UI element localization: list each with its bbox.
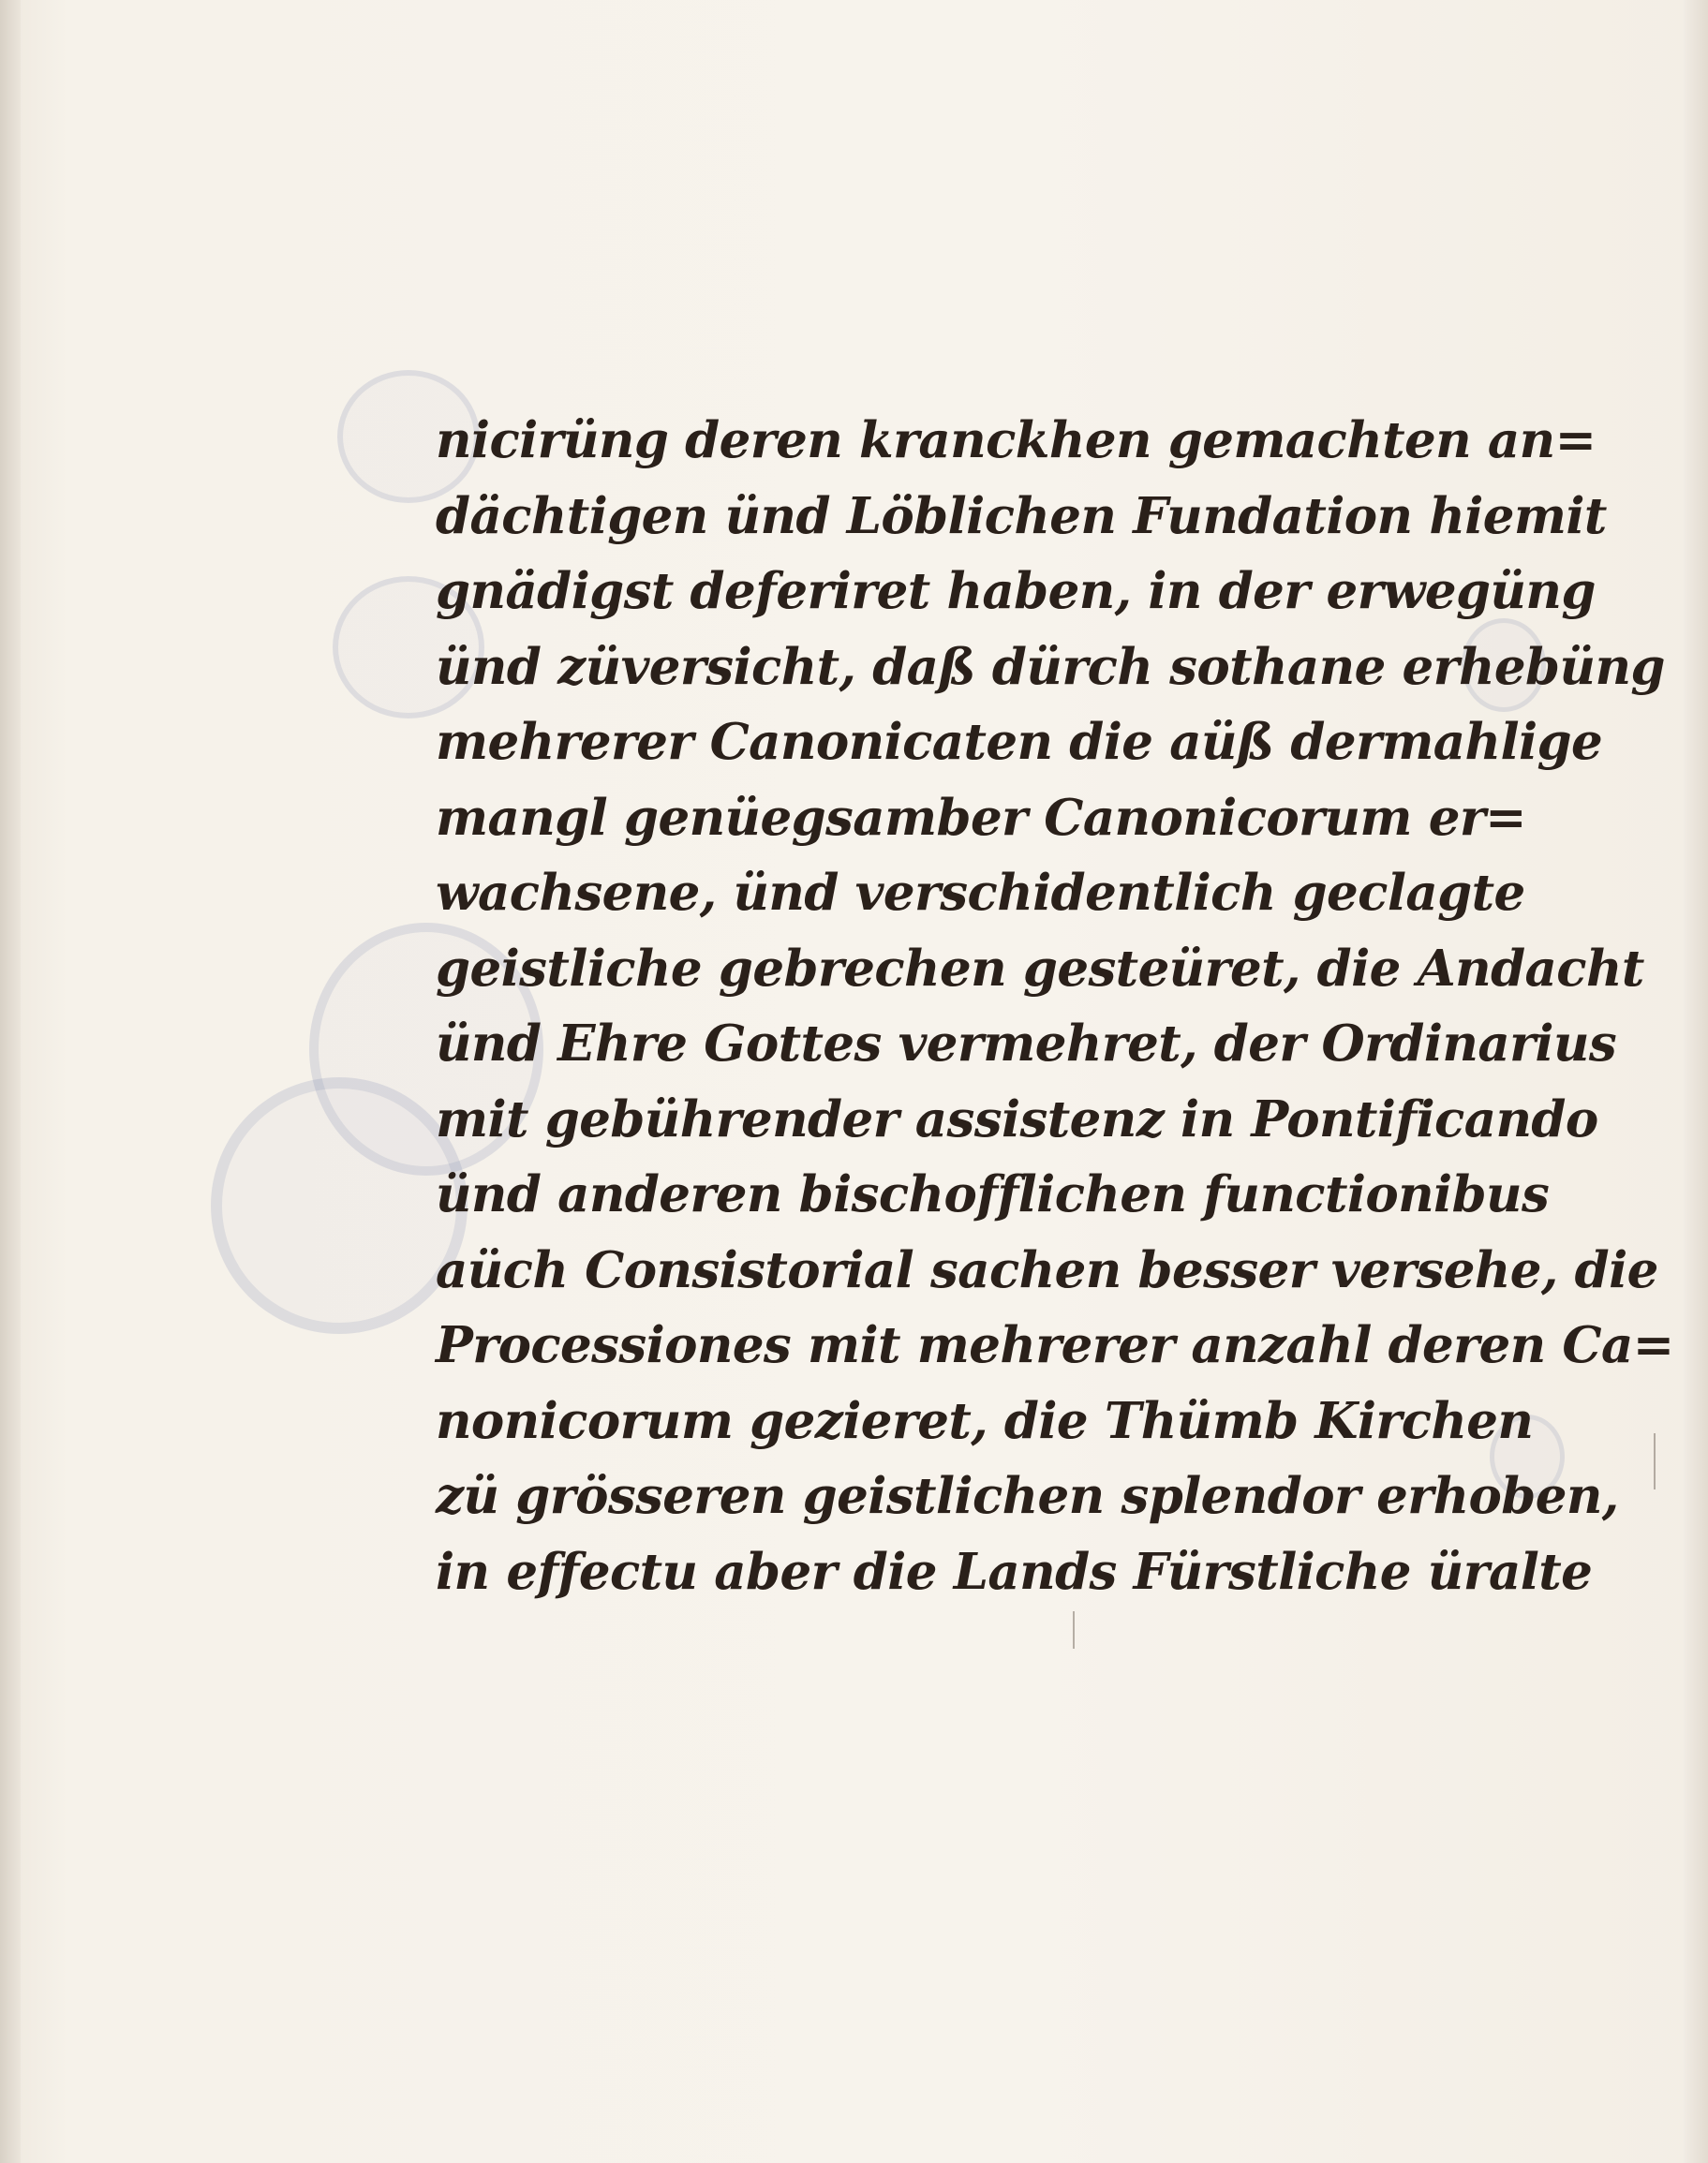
text-line: nicirüng deren kranckhen gemachten an= (436, 411, 1597, 469)
text-line: mehrerer Canonicaten die aüß dermahlige (436, 713, 1603, 771)
text-line: aüch Consistorial sachen besser versehe, die (436, 1240, 1658, 1299)
text-line: in effectu aber die Lands Fürstliche üralte (436, 1542, 1593, 1601)
text-line: geistliche gebrechen gesteüret, die Andacht (436, 939, 1644, 998)
text-line: mit gebührender assistenz in Pontificando (436, 1089, 1598, 1148)
page-right-edge (1684, 0, 1708, 2163)
handwritten-text-block (436, 403, 1674, 1609)
pen-mark (1654, 1433, 1656, 1489)
text-line: ünd anderen bischofflichen functionibus (436, 1165, 1550, 1223)
text-line: zü grösseren geistlichen splendor erhoben, (436, 1467, 1619, 1525)
text-line: dächtigen ünd Löblichen Fundation hiemit (436, 486, 1607, 545)
text-line: wachsene, ünd verschidentlich geclagte (436, 864, 1525, 922)
ink-bleed-through (211, 1077, 468, 1334)
text-line: ünd Ehre Gottes vermehret, der Ordinarius (436, 1015, 1617, 1073)
text-line: ünd züversicht, daß dürch sothane erhebüng (436, 637, 1665, 696)
pen-mark (1073, 1611, 1075, 1649)
text-line: gnädigst deferiret haben, in der erwegüng (436, 562, 1596, 620)
text-line: Processiones mit mehrerer anzahl deren Ca= (436, 1316, 1674, 1374)
page-left-edge (0, 0, 21, 2163)
text-line: nonicorum gezieret, die Thümb Kirchen (436, 1391, 1534, 1450)
text-line: mangl genüegsamber Canonicorum er= (436, 788, 1526, 847)
